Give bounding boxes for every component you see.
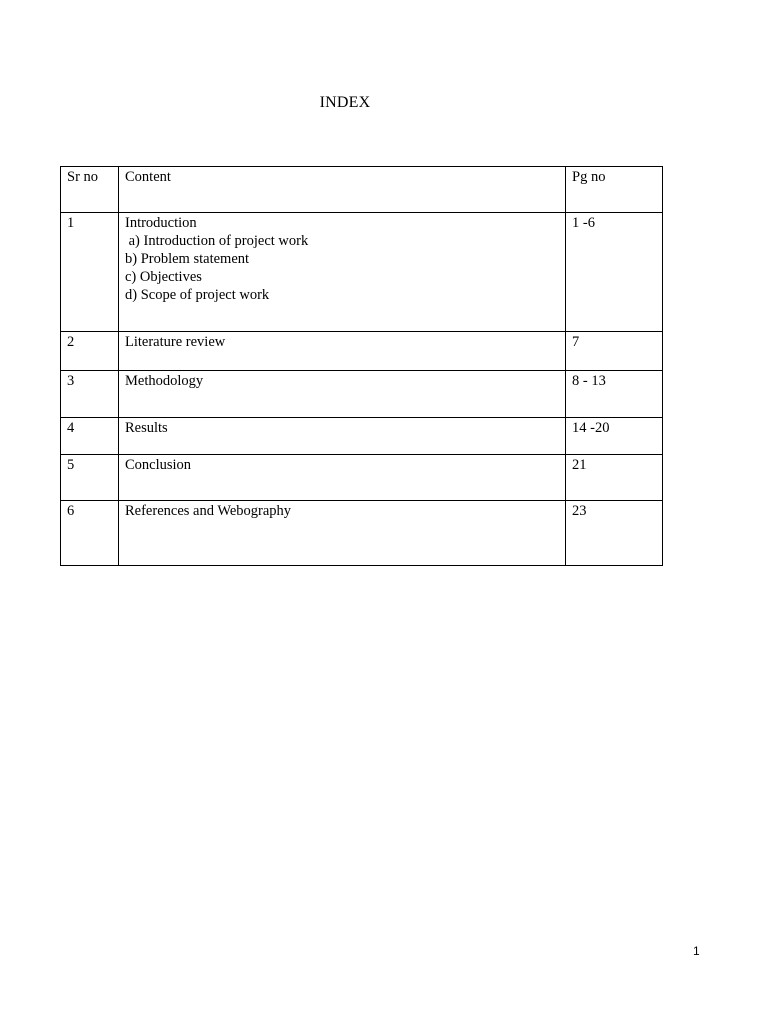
table-header-row	[61, 167, 663, 213]
row-content: Results	[119, 418, 566, 455]
row-pg-no: 7	[566, 332, 663, 371]
table-row	[61, 418, 663, 455]
index-table	[60, 166, 663, 566]
row-content: Methodology	[119, 371, 566, 418]
table-row	[61, 332, 663, 371]
table-row	[61, 371, 663, 418]
row-content-title: Introduction	[125, 215, 197, 231]
row-content	[119, 213, 566, 332]
row-pg-no: 1 -6	[566, 213, 663, 332]
row-sub-item: c) Objectives	[125, 269, 202, 285]
row-sr-no: 6	[61, 501, 119, 566]
header-content: Content	[119, 167, 566, 213]
row-content: Literature review	[119, 332, 566, 371]
header-sr-no: Sr no	[61, 167, 119, 213]
row-sub-item: a) Introduction of project work	[125, 233, 309, 249]
page-title: INDEX	[319, 94, 371, 111]
row-sr-no: 1	[61, 213, 119, 332]
header-pg-no: Pg no	[566, 167, 663, 213]
row-content: Conclusion	[119, 455, 566, 501]
row-pg-no: 14 -20	[566, 418, 663, 455]
row-sr-no: 5	[61, 455, 119, 501]
row-sub-item: d) Scope of project work	[125, 287, 270, 303]
row-pg-no: 8 - 13	[566, 371, 663, 418]
row-pg-no: 23	[566, 501, 663, 566]
row-content: References and Webography	[119, 501, 566, 566]
table-row	[61, 501, 663, 566]
table-row	[61, 455, 663, 501]
page-number: 1	[693, 944, 700, 958]
row-sr-no: 2	[61, 332, 119, 371]
table-row	[61, 213, 663, 332]
row-sr-no: 4	[61, 418, 119, 455]
row-sr-no: 3	[61, 371, 119, 418]
row-sub-item: b) Problem statement	[125, 251, 250, 267]
row-pg-no: 21	[566, 455, 663, 501]
